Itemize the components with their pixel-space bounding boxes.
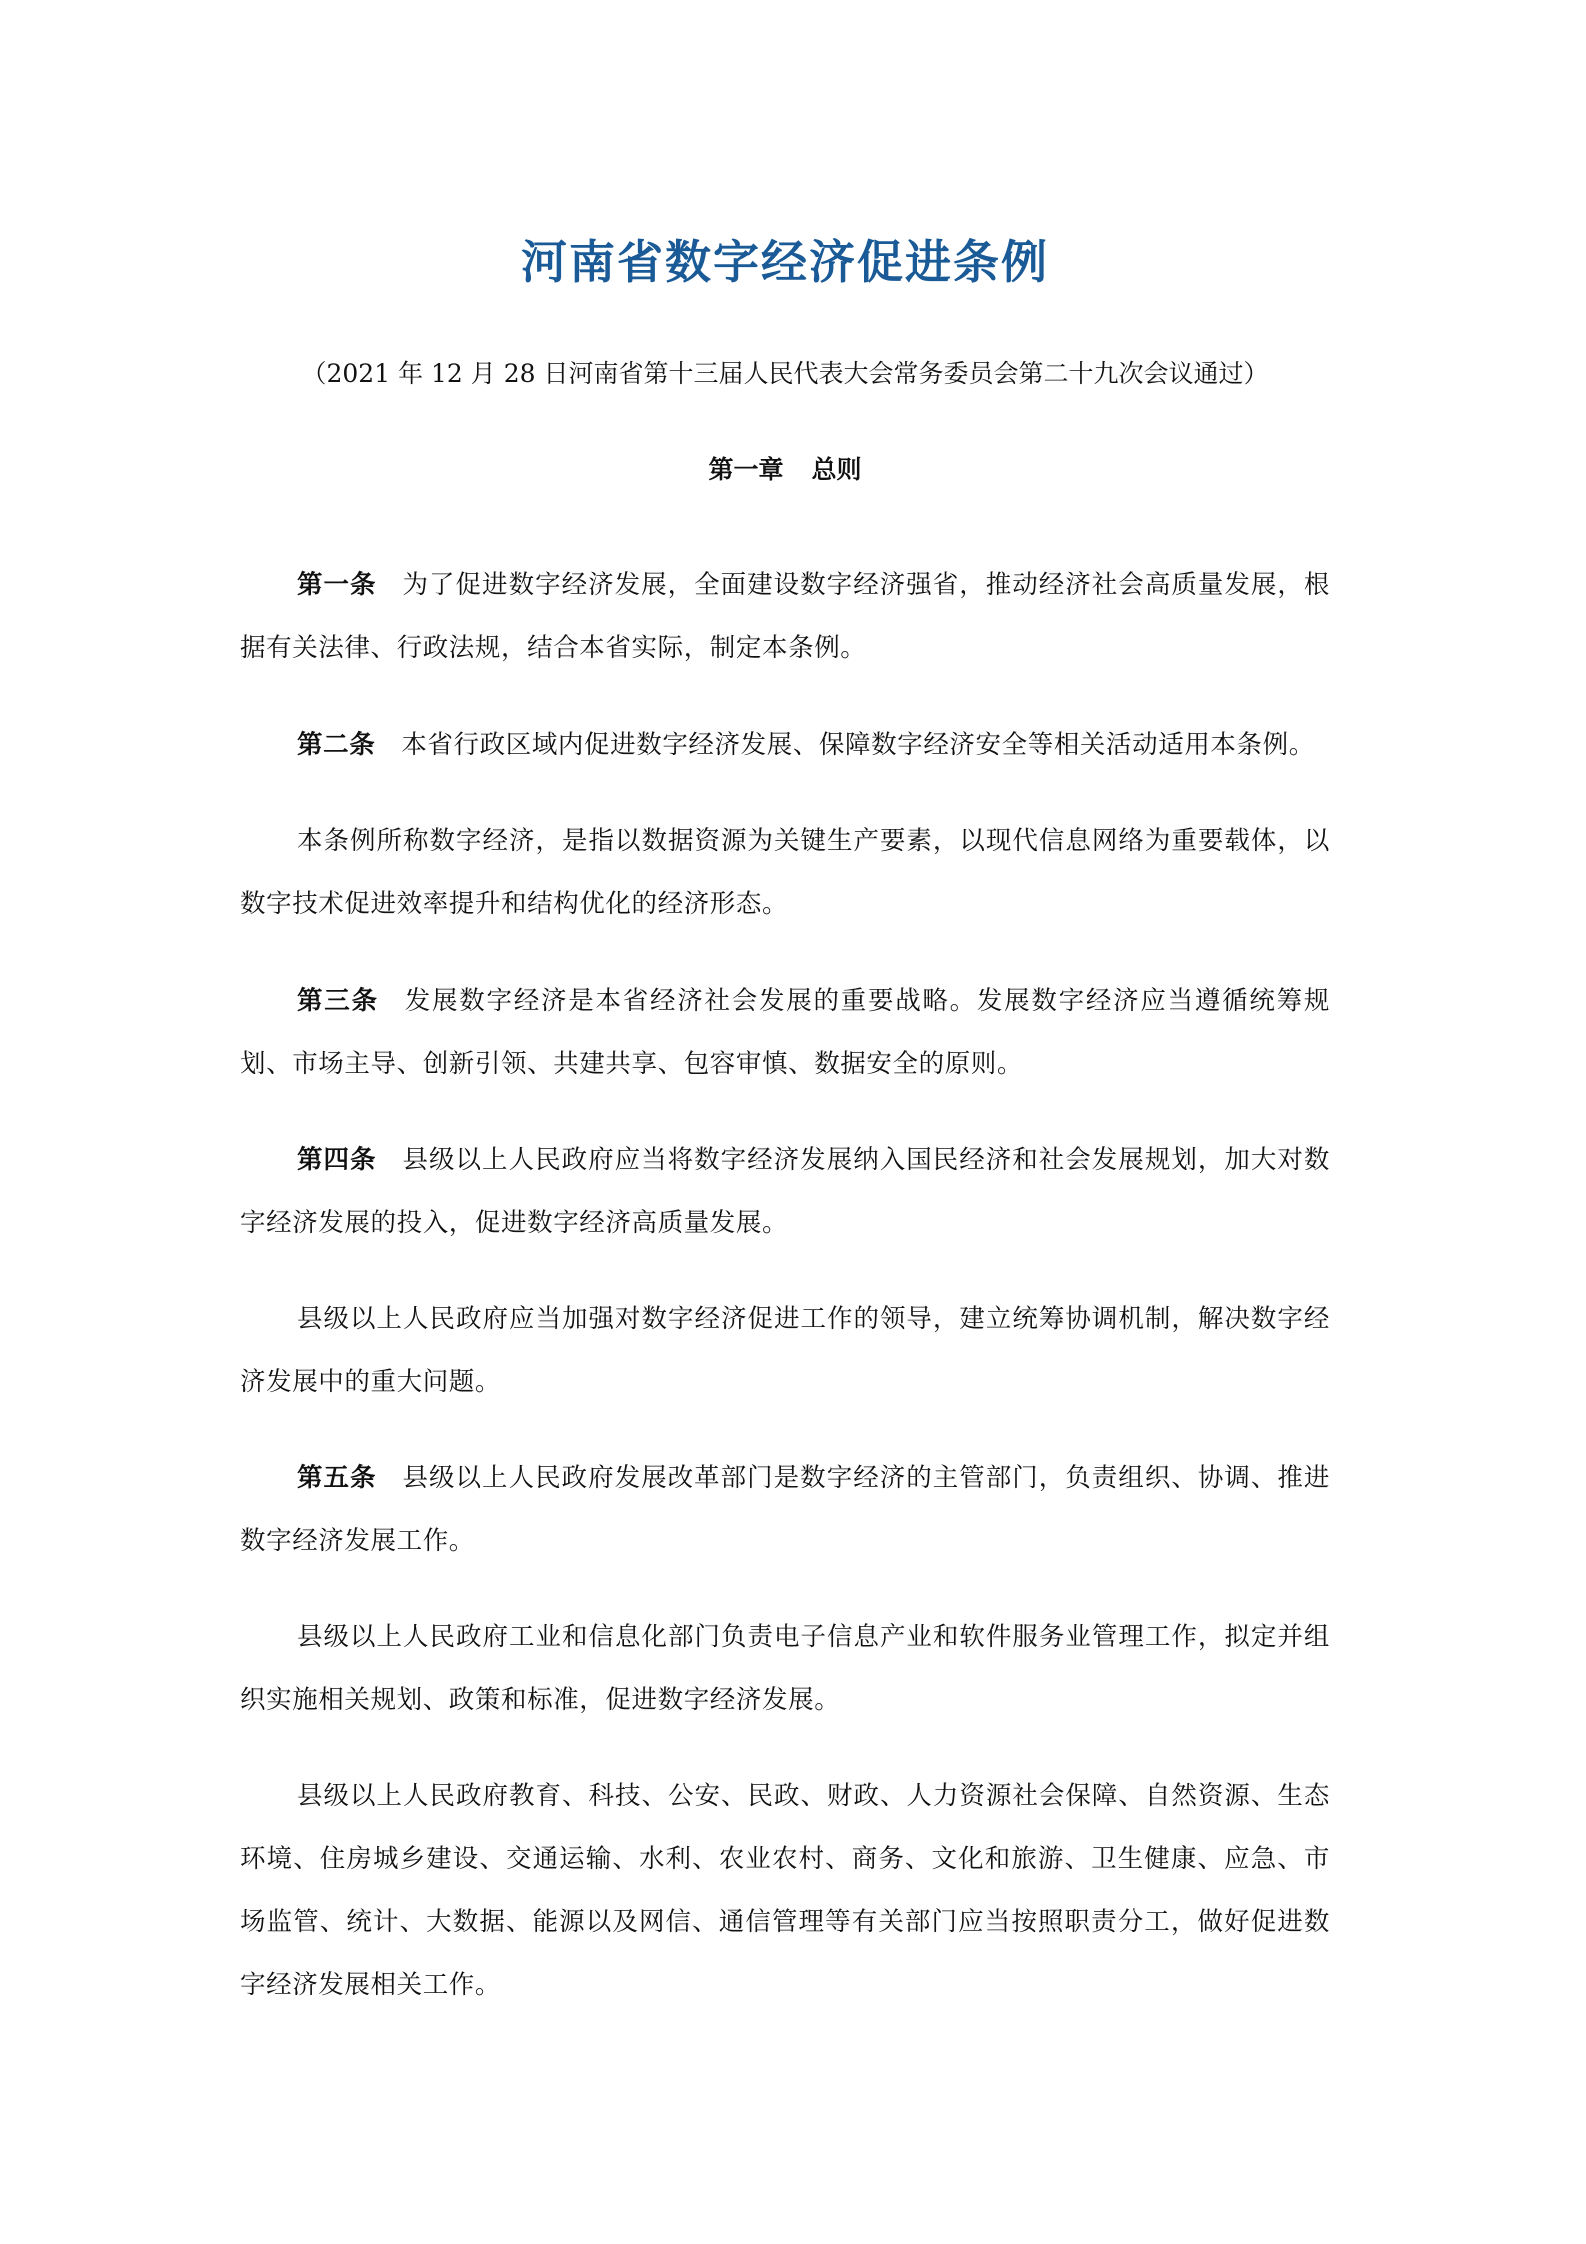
chapter-number: 第一章 [708,455,784,484]
article-paragraph [240,970,1330,1096]
article-label: 第五条 [297,1462,377,1493]
article-paragraph [240,1447,1330,1573]
paragraph-text: 为了促进数字经济发展，全面建设数字经济强省，推动经济社会高质量发展，根据有关法律、行政法规，结合本省实际，制定本条例。 [240,569,1330,663]
article-label: 第四条 [297,1144,377,1175]
paragraph [240,810,1330,936]
paragraph-text: 县级以上人民政府应当将数字经济发展纳入国民经济和社会发展规划，加大对数字经济发展的投入，促进数字经济高质量发展。 [240,1144,1330,1238]
paragraph-text: 县级以上人民政府应当加强对数字经济促进工作的领导，建立统筹协调机制，解决数字经济发展中的重大问题。 [240,1303,1330,1397]
paragraph-text: 县级以上人民政府发展改革部门是数字经济的主管部门，负责组织、协调、推进数字经济发展工作。 [240,1462,1330,1556]
article-label: 第一条 [297,569,377,600]
paragraph [240,1606,1330,1732]
article-label: 第三条 [297,985,379,1016]
paragraph-text: 县级以上人民政府工业和信息化部门负责电子信息产业和软件服务业管理工作，拟定并组织实施相关规划、政策和标准，促进数字经济发展。 [240,1621,1330,1715]
article-paragraph [240,1129,1330,1255]
paragraph-text: 本条例所称数字经济，是指以数据资源为关键生产要素，以现代信息网络为重要载体，以数字技术促进效率提升和结构优化的经济形态。 [240,825,1330,919]
adoption-note: （2021 年 12 月 28 日河南省第十三届人民代表大会常务委员会第二十九次会议通过） [301,359,1269,388]
article-paragraph [240,714,1330,777]
chapter-heading [240,452,1330,488]
paragraph-text: 县级以上人民政府教育、科技、公安、民政、财政、人力资源社会保障、自然资源、生态环境、住房城乡建设、交通运输、水利、农业农村、商务、文化和旅游、卫生健康、应急、市场监管、统计、大数据、能源以及网信、通信管理等有关部门应当按照职责分工，做好促进数字经济发展相关工作。 [240,1780,1330,2000]
paragraph-text: 发展数字经济是本省经济社会发展的重要战略。发展数字经济应当遵循统筹规划、市场主导、创新引领、共建共享、包容审慎、数据安全的原则。 [240,985,1330,1079]
article-label: 第二条 [297,729,376,760]
paragraph [240,1288,1330,1414]
paragraph [240,1765,1330,2017]
chapter-name: 总则 [811,455,862,484]
article-paragraph [240,554,1330,680]
document-title: 河南省数字经济促进条例 [521,235,1049,289]
paragraph-text: 本省行政区域内促进数字经济发展、保障数字经济安全等相关活动适用本条例。 [401,729,1315,760]
